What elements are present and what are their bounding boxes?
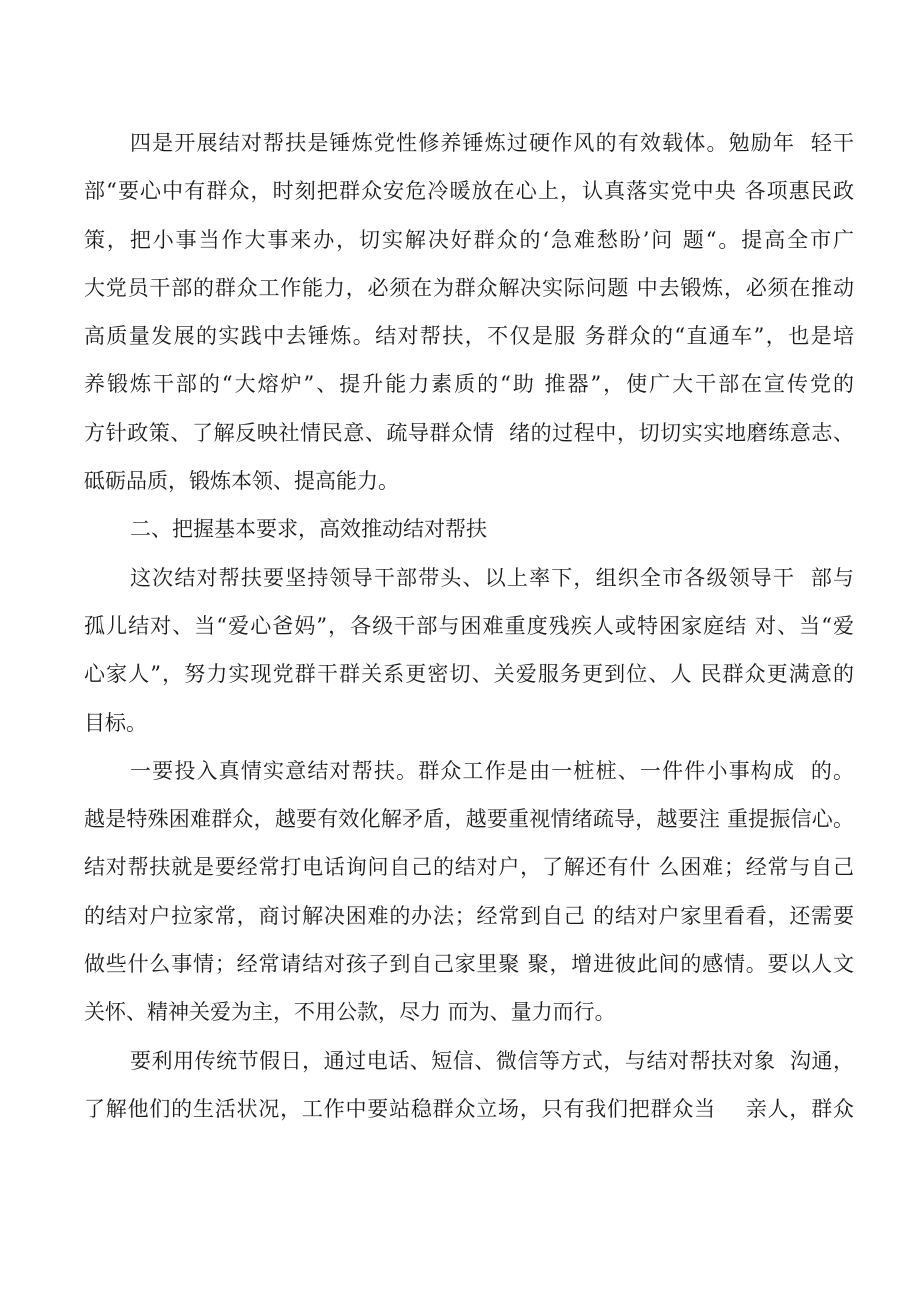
text-line: 这次结对帮扶要坚持领导干部带头、以上率下，组织全市各级领导干 部与 [130, 565, 854, 590]
text-line: 四是开展结对帮扶是锤炼党性修养锤炼过硬作风的有效载体。勉励年 轻干 [130, 131, 854, 155]
paragraph-2 [84, 554, 854, 747]
text-line: 策，把小事当作大事来办，切实解决好群众的‘急难愁盼’问 题“。提高全市广 [84, 227, 854, 252]
text-line: 心家人”，努力实现党群干群关系更密切、关爱服务更到位、人 民群众更满意的 [84, 662, 854, 687]
text-line: 的结对户拉家常，商讨解决困难的办法；经常到自己 的结对户家里看看，还需要 [84, 903, 854, 928]
document-body [84, 119, 854, 1133]
text-line: 高质量发展的实践中去锤炼。结对帮扶，不仅是服 务群众的“直通车”，也是培 [84, 324, 854, 349]
text-line: 目标。 [84, 710, 147, 735]
text-line: 了解他们的生活状况，工作中要站稳群众立场，只有我们把群众当 亲人，群众 [84, 1096, 854, 1121]
text-line: 部“要心中有群众，时刻把群众安危冷暖放在心上，认真落实党中央 各项惠民政 [84, 179, 854, 204]
paragraph-3 [84, 747, 854, 1037]
text-line: 孤儿结对、当“爱心爸妈”，各级干部与困难重度残疾人或特困家庭结 对、当“爱 [84, 613, 854, 638]
text-line: 要利用传统节假日，通过电话、短信、微信等方式，与结对帮扶对象 沟通， [130, 1048, 854, 1073]
section-heading [84, 505, 854, 553]
text-line: 关怀、精神关爱为主，不用公款，尽力 而为、量力而行。 [84, 1000, 616, 1025]
text-line: 方针政策、了解反映社情民意、疏导群众情 绪的过程中，切切实实地磨练意志、 [84, 420, 854, 445]
text-line: 砥砺品质，锻炼本领、提高能力。 [84, 469, 399, 494]
text-line: 做些什么事情；经常请结对孩子到自己家里聚 聚，增进彼此间的感情。要以人文 [84, 952, 854, 977]
text-line: 越是特殊困难群众，越要有效化解矛盾，越要重视情绪疏导，越要注 重提振信心。 [84, 807, 854, 832]
paragraph-1 [84, 119, 854, 505]
paragraph-4 [84, 1037, 854, 1134]
text-line: 结对帮扶就是要经常打电话询问自己的结对户，了解还有什 么困难；经常与自己 [84, 855, 854, 880]
text-line: 大党员干部的群众工作能力，必须在为群众解决实际问题 中去锻炼，必须在推动 [84, 275, 854, 300]
text-line: 一要投入真情实意结对帮扶。群众工作是由一桩桩、一件件小事构成 的。 [130, 758, 854, 783]
text-line: 养锻炼干部的“大熔炉”、提升能力素质的“助 推器”，使广大干部在宣传党的 [84, 372, 854, 397]
section-heading-text: 二、把握基本要求，高效推动结对帮扶 [130, 517, 487, 542]
